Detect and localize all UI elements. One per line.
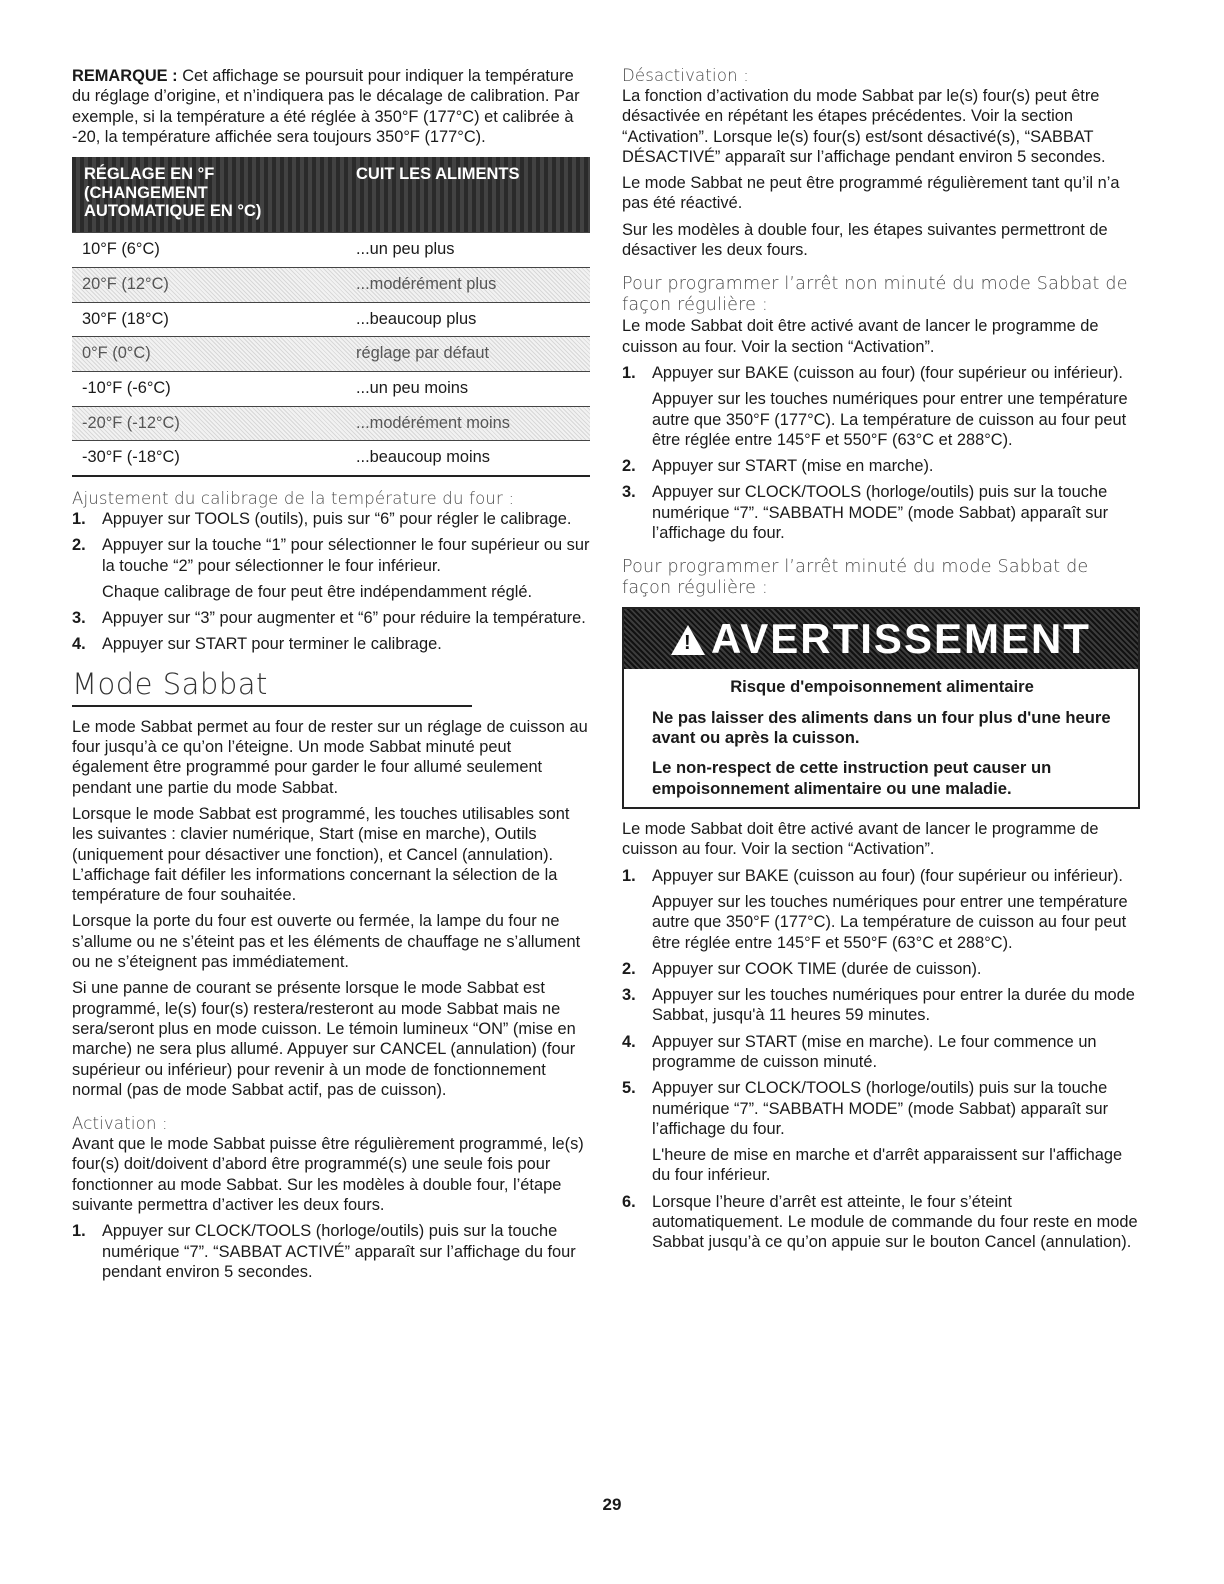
step-number: 3. [622, 483, 636, 502]
untimed-steps [622, 363, 1142, 543]
paragraph: Le mode Sabbat ne peut être programmé régulièrement tant qu’il n’a pas été réactivé. [622, 174, 1120, 213]
step-item [622, 456, 1142, 476]
step-number: 1. [622, 363, 636, 382]
step-item [72, 634, 592, 654]
right-column [622, 66, 1142, 1259]
note-text: Cet affichage se poursuit pour indiquer la température du réglage d’origine, et n’indiquera pas le décalage de calibration. Par exemple, si la température a été réglée à 350°F (177°C) et calibrée à -20, la température affichée sera toujours 350°F (177°C). [72, 67, 580, 146]
warning-line-1: Ne pas laisser des aliments dans un four plus d'une heure avant ou après la cuisson. [652, 707, 1111, 748]
timed-heading: Pour programmer l’arrêt minuté du mode Sabbat de façon régulière : [622, 557, 1089, 599]
paragraph: Si une panne de courant se présente lorsque le mode Sabbat est programmé, le(s) four(s) restera/resteront au mode Sabbat mais ne sera/seront plus en mode cuisson. Le témoin lumineux “ON” (mise en marche) ne sera plus allumé. Appuyer sur CANCEL (annulation) (four supérieur ou inférieur) pour revenir à un mode de fonctionnement normal (pas de mode Sabbat actif, pas de cuisson). [72, 979, 576, 1099]
step-item [622, 985, 1142, 1026]
step-item [622, 866, 1142, 953]
step-number: 1. [72, 1222, 86, 1241]
warning-header [624, 609, 1138, 669]
table-cell-effect: ...un peu moins [356, 378, 469, 397]
step-text: Appuyer sur START pour terminer le calibrage. [102, 635, 442, 654]
step-text: Appuyer sur START (mise en marche). Le four commence un programme de cuisson minuté. [652, 1032, 1097, 1071]
deactivation-paragraphs [622, 86, 1142, 260]
warning-hazard: Risque d'empoisonnement alimentaire [730, 677, 1034, 697]
table-cell-effect: réglage par défaut [356, 344, 490, 363]
table-cell-effect: ...beaucoup moins [356, 448, 490, 467]
note-paragraph [72, 66, 592, 147]
calibration-steps [72, 509, 592, 655]
step-note: Appuyer sur les touches numériques pour entrer une température autre que 350°F (177°C). La température de cuisson au four peut être réglée entre 145°F et 550°F (63°C et 288°C). [652, 892, 1128, 952]
page-number: 29 [602, 1495, 622, 1514]
step-number: 4. [622, 1032, 636, 1051]
activation-text: Avant que le mode Sabbat puisse être régulièrement programmé, le(s) four(s) doit/doivent d’abord être programmé(s) une seule fois pour fonctionner au mode Sabbat. Sur les modèles à double four, l’étape suivante permettra d’activer les deux fours. [72, 1135, 584, 1215]
step-item [622, 1192, 1142, 1253]
untimed-heading: Pour programmer l’arrêt non minuté du mode Sabbat de façon régulière : [622, 274, 1128, 316]
table-cell-setting: 30°F (18°C) [82, 309, 169, 328]
table-cell-setting: -10°F (-6°C) [82, 378, 171, 397]
step-text: Appuyer sur CLOCK/TOOLS (horloge/outils) puis sur la touche numérique “7”. “SABBAT ACTIVÉ” apparaît sur l’affichage du four pendant environ 5 secondes. [102, 1222, 576, 1281]
step-number: 3. [72, 609, 86, 628]
step-item [72, 1221, 592, 1282]
table-row [72, 440, 590, 475]
note-label: REMARQUE : [72, 67, 178, 85]
left-column [72, 66, 592, 1288]
calibration-heading: Ajustement du calibrage de la température du four : [72, 489, 515, 508]
untimed-intro: Le mode Sabbat doit être activé avant de lancer le programme de cuisson au four. Voir la section “Activation”. [622, 317, 1099, 356]
step-item [622, 482, 1142, 543]
step-text: Appuyer sur TOOLS (outils), puis sur “6” pour régler le calibrage. [102, 510, 572, 528]
paragraph: Le mode Sabbat permet au four de rester sur un réglage de cuisson au four jusqu’à ce qu’on l’éteigne. Un mode Sabbat minuté peut également être programmé pour garder le four allumé seulement pendant une partie du mode Sabbat. [72, 717, 588, 797]
step-item [622, 1078, 1142, 1185]
step-text: Lorsque l’heure d’arrêt est atteinte, le four s’éteint automatiquement. Le module de commande du four reste en mode Sabbat jusqu’à ce qu’on appuie sur le bouton Cancel (annulation). [652, 1192, 1138, 1252]
step-number: 2. [622, 457, 636, 476]
paragraph: Sur les modèles à double four, les étapes suivantes permettront de désactiver les deux fours. [622, 220, 1108, 260]
step-item [622, 959, 1142, 979]
step-item [622, 1032, 1142, 1073]
table-row [72, 232, 590, 267]
step-number: 2. [622, 959, 636, 978]
sabbath-paragraphs [72, 717, 592, 1100]
activation-steps [72, 1221, 592, 1282]
table-row [72, 302, 590, 337]
step-number: 1. [72, 510, 86, 528]
table-header-setting: RÉGLAGE EN °F (CHANGEMENT AUTOMATIQUE EN °C) [84, 165, 262, 221]
step-text: Appuyer sur START (mise en marche). [652, 457, 934, 476]
table-cell-setting: 20°F (12°C) [82, 274, 169, 293]
step-note: Appuyer sur les touches numériques pour entrer une température autre que 350°F (177°C). La température de cuisson au four peut être réglée entre 145°F et 550°F (63°C et 288°C). [652, 390, 1128, 449]
paragraph: La fonction d’activation du mode Sabbat par le(s) four(s) peut être désactivée en répétant les étapes précédentes. Voir la section “Activation”. Lorsque le(s) four(s) est/sont désactivé(s), “SABBAT DÉSACTIVÉ” apparaît sur l’affichage pendant environ 5 secondes. [622, 87, 1106, 166]
step-item [72, 535, 592, 602]
step-number: 6. [622, 1192, 636, 1211]
table-cell-setting: -30°F (-18°C) [82, 448, 180, 467]
step-note: Chaque calibrage de four peut être indépendamment réglé. [102, 582, 533, 601]
step-text: Appuyer sur BAKE (cuisson au four) (four supérieur ou inférieur). [652, 866, 1123, 885]
step-item [72, 509, 592, 529]
table-cell-effect: ...un peu plus [356, 240, 455, 259]
step-number: 2. [72, 536, 86, 555]
step-number: 3. [622, 986, 636, 1005]
step-note: L'heure de mise en marche et d'arrêt apparaissent sur l'affichage du four inférieur. [652, 1146, 1123, 1185]
table-cell-setting: 0°F (0°C) [82, 344, 151, 363]
step-text: Appuyer sur CLOCK/TOOLS (horloge/outils) puis sur la touche numérique “7”. “SABBATH MODE” (mode Sabbat) apparaît sur l’affichage du four. [652, 483, 1109, 543]
warning-line-2: Le non-respect de cette instruction peut causer un empoisonnement alimentaire ou une maladie. [652, 758, 1052, 798]
step-number: 5. [622, 1079, 636, 1098]
step-item [72, 608, 592, 628]
step-text: Appuyer sur COOK TIME (durée de cuisson). [652, 959, 982, 978]
timed-steps [622, 866, 1142, 1253]
step-text: Appuyer sur la touche “1” pour sélectionner le four supérieur ou sur la touche “2” pour sélectionner le four inférieur. [102, 536, 590, 575]
step-item [622, 363, 1142, 450]
table-row [72, 406, 590, 441]
table-cell-effect: ...modérément plus [356, 274, 497, 293]
warning-box [622, 607, 1140, 809]
deactivation-heading: Désactivation : [622, 66, 749, 85]
table-cell-setting: -20°F (-12°C) [82, 413, 180, 432]
table-header [72, 157, 590, 232]
title-rule [72, 705, 472, 707]
warning-title: AVERTISSEMENT [711, 615, 1091, 663]
warning-triangle-icon [671, 625, 705, 655]
table-header-effect: CUIT LES ALIMENTS [356, 165, 520, 184]
table-row [72, 371, 590, 406]
step-number: 1. [622, 866, 636, 885]
table-cell-setting: 10°F (6°C) [82, 240, 160, 259]
table-body [72, 232, 590, 475]
activation-heading: Activation : [72, 1114, 168, 1134]
step-text: Appuyer sur CLOCK/TOOLS (horloge/outils) puis sur la touche numérique “7”. “SABBATH MODE” (mode Sabbat) apparaît sur l’affichage du four. [652, 1079, 1109, 1138]
timed-intro: Le mode Sabbat doit être activé avant de lancer le programme de cuisson au four. Voir la section “Activation”. [622, 820, 1099, 859]
step-text: Appuyer sur “3” pour augmenter et “6” pour réduire la température. [102, 609, 586, 628]
paragraph: Lorsque la porte du four est ouverte ou fermée, la lampe du four ne s’allume ou ne s’éteint pas et les éléments de chauffage ne s’allument ou ne s’éteignent pas immédiatement. [72, 912, 581, 972]
step-text: Appuyer sur BAKE (cuisson au four) (four supérieur ou inférieur). [652, 363, 1123, 382]
calibration-table [72, 157, 590, 477]
step-number: 4. [72, 635, 86, 654]
table-cell-effect: ...modérément moins [356, 413, 510, 432]
warning-body [624, 669, 1138, 807]
step-text: Appuyer sur les touches numériques pour entrer la durée du mode Sabbat, jusqu'à 11 heures 59 minutes. [652, 986, 1135, 1025]
section-title: Mode Sabbat [72, 666, 268, 701]
table-cell-effect: ...beaucoup plus [356, 309, 477, 328]
table-row [72, 267, 590, 302]
table-row [72, 336, 590, 371]
paragraph: Lorsque le mode Sabbat est programmé, les touches utilisables sont les suivantes : clavier numérique, Start (mise en marche), Outils (uniquement pour désactiver une fonction), et Cancel (annulation). L’affichage fait défiler les informations concernant la sélection de la température de four souhaitée. [72, 804, 570, 905]
